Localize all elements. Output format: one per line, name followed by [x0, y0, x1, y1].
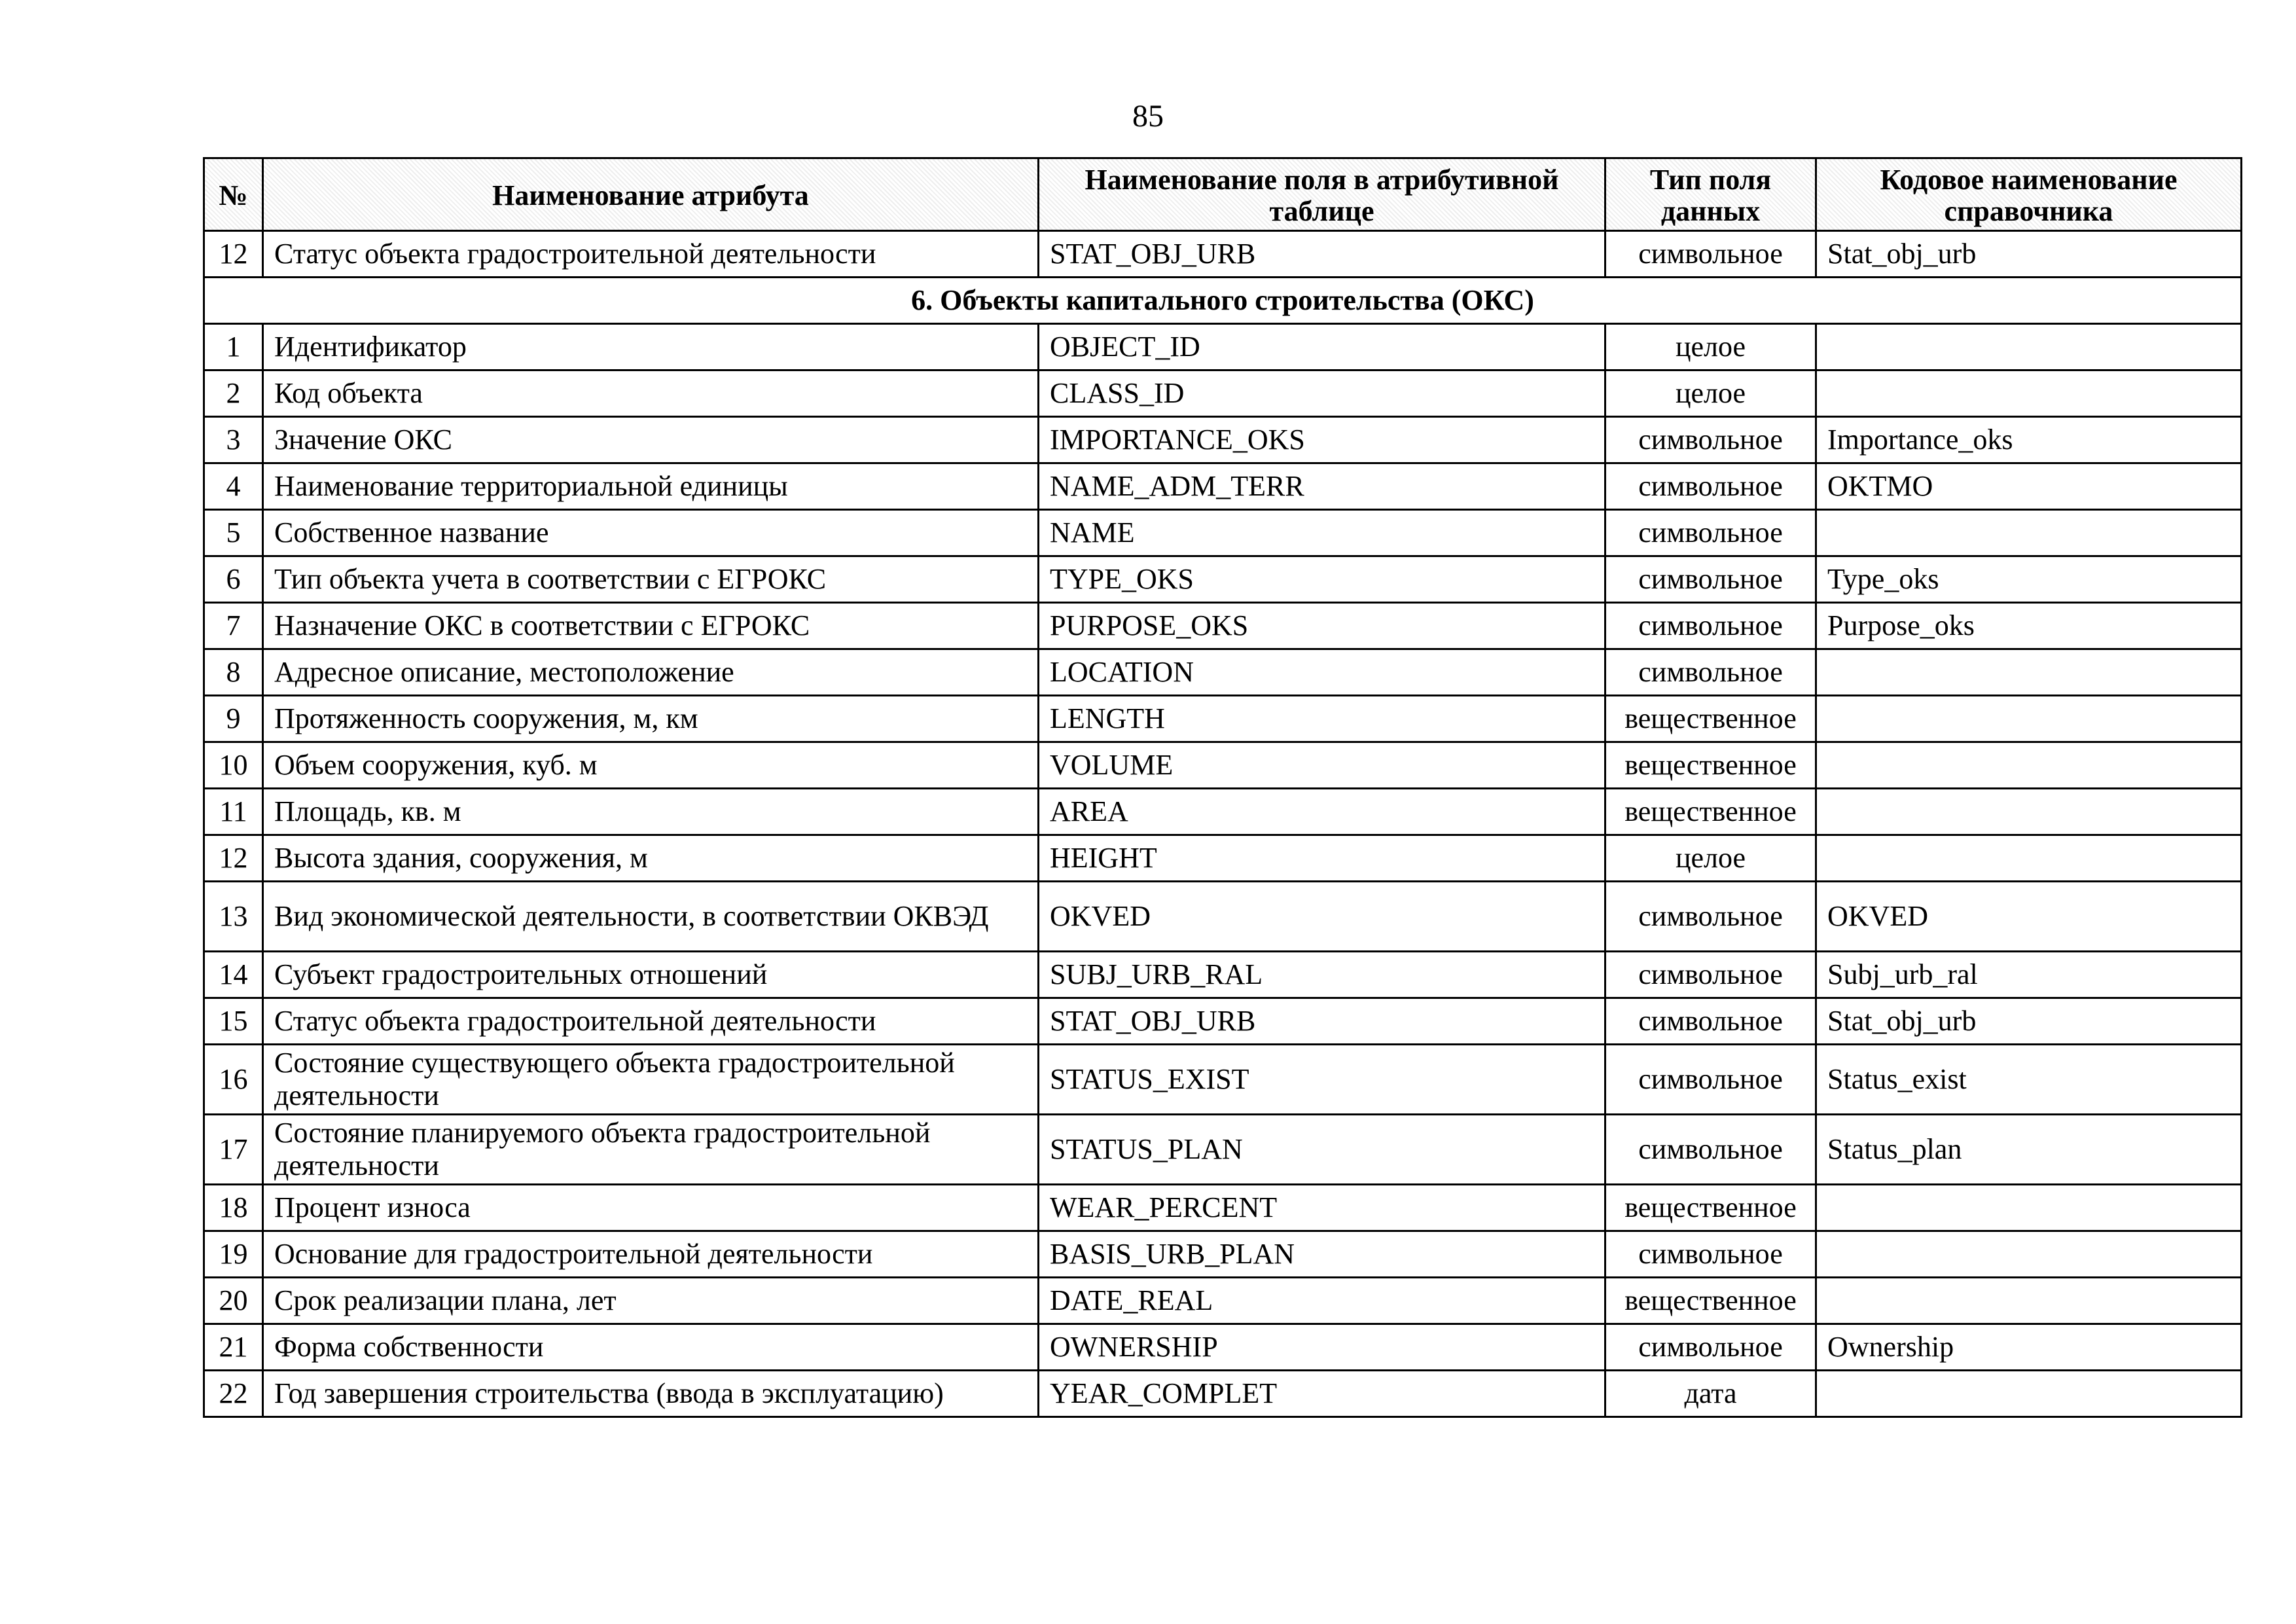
field-type: символьное [1605, 1324, 1816, 1371]
row-number: 8 [204, 649, 263, 696]
row-number: 16 [204, 1045, 263, 1115]
reference-code: Status_plan [1816, 1115, 2242, 1185]
field-type: символьное [1605, 649, 1816, 696]
reference-code [1816, 742, 2242, 789]
row-number: 6 [204, 556, 263, 603]
table-row [204, 463, 2242, 510]
field-type: символьное [1605, 510, 1816, 556]
attribute-name: Собственное название [263, 510, 1039, 556]
field-name: NAME_ADM_TERR [1039, 463, 1605, 510]
section-row [204, 278, 2242, 324]
attribute-name: Протяженность сооружения, м, км [263, 696, 1039, 742]
field-type: вещественное [1605, 1278, 1816, 1324]
table-row [204, 510, 2242, 556]
field-name: OWNERSHIP [1039, 1324, 1605, 1371]
attribute-name: Назначение ОКС в соответствии с ЕГРОКС [263, 603, 1039, 649]
field-type: вещественное [1605, 1185, 1816, 1231]
reference-code: Ownership [1816, 1324, 2242, 1371]
attribute-name: Статус объекта градостроительной деятельности [263, 231, 1039, 278]
table-row [204, 556, 2242, 603]
table-row [204, 1185, 2242, 1231]
table-row [204, 1278, 2242, 1324]
row-number: 20 [204, 1278, 263, 1324]
table-row [204, 649, 2242, 696]
table-row [204, 835, 2242, 882]
field-name: DATE_REAL [1039, 1278, 1605, 1324]
reference-code: OKTMO [1816, 463, 2242, 510]
field-type: целое [1605, 835, 1816, 882]
table-row [204, 603, 2242, 649]
field-type: символьное [1605, 231, 1816, 278]
attribute-name: Идентификатор [263, 324, 1039, 370]
field-type: символьное [1605, 603, 1816, 649]
reference-code [1816, 649, 2242, 696]
reference-code: Stat_obj_urb [1816, 998, 2242, 1045]
reference-code [1816, 324, 2242, 370]
header-field-type: Тип поля данных [1605, 158, 1816, 231]
field-type: целое [1605, 370, 1816, 417]
field-type: символьное [1605, 1231, 1816, 1278]
reference-code: Stat_obj_urb [1816, 231, 2242, 278]
field-type: вещественное [1605, 789, 1816, 835]
table-row [204, 882, 2242, 952]
table-row [204, 370, 2242, 417]
row-number: 7 [204, 603, 263, 649]
table-row [204, 324, 2242, 370]
field-type: символьное [1605, 417, 1816, 463]
field-name: YEAR_COMPLET [1039, 1371, 1605, 1417]
field-name: SUBJ_URB_RAL [1039, 952, 1605, 998]
attribute-name: Тип объекта учета в соответствии с ЕГРОКС [263, 556, 1039, 603]
table-row [204, 1324, 2242, 1371]
header-field-name: Наименование поля в атрибутивной таблице [1039, 158, 1605, 231]
reference-code [1816, 1371, 2242, 1417]
reference-code [1816, 1278, 2242, 1324]
field-name: IMPORTANCE_OKS [1039, 417, 1605, 463]
field-name: BASIS_URB_PLAN [1039, 1231, 1605, 1278]
section-title: 6. Объекты капитального строительства (ОКС) [204, 278, 2242, 324]
reference-code [1816, 835, 2242, 882]
attribute-name: Состояние планируемого объекта градостроительной деятельности [263, 1115, 1039, 1185]
page-number: 85 [1132, 99, 1164, 134]
row-number: 12 [204, 835, 263, 882]
attribute-name: Высота здания, сооружения, м [263, 835, 1039, 882]
row-number: 11 [204, 789, 263, 835]
reference-code [1816, 370, 2242, 417]
field-type: целое [1605, 324, 1816, 370]
table-row [204, 1115, 2242, 1185]
field-name: STATUS_EXIST [1039, 1045, 1605, 1115]
attribute-name: Наименование территориальной единицы [263, 463, 1039, 510]
row-number: 9 [204, 696, 263, 742]
field-name: STAT_OBJ_URB [1039, 231, 1605, 278]
row-number: 18 [204, 1185, 263, 1231]
field-type: вещественное [1605, 696, 1816, 742]
field-name: PURPOSE_OKS [1039, 603, 1605, 649]
attribute-name: Значение ОКС [263, 417, 1039, 463]
attribute-name: Объем сооружения, куб. м [263, 742, 1039, 789]
attribute-name: Форма собственности [263, 1324, 1039, 1371]
row-number: 15 [204, 998, 263, 1045]
row-number: 17 [204, 1115, 263, 1185]
row-number: 2 [204, 370, 263, 417]
reference-code: Type_oks [1816, 556, 2242, 603]
table-row [204, 696, 2242, 742]
field-name: OKVED [1039, 882, 1605, 952]
row-number: 14 [204, 952, 263, 998]
field-name: OBJECT_ID [1039, 324, 1605, 370]
table-row [204, 998, 2242, 1045]
field-name: CLASS_ID [1039, 370, 1605, 417]
row-number: 19 [204, 1231, 263, 1278]
attribute-name: Основание для градостроительной деятельности [263, 1231, 1039, 1278]
field-type: символьное [1605, 1045, 1816, 1115]
field-type: символьное [1605, 882, 1816, 952]
row-number: 13 [204, 882, 263, 952]
reference-code [1816, 510, 2242, 556]
field-type: символьное [1605, 1115, 1816, 1185]
table-row [204, 231, 2242, 278]
reference-code [1816, 1231, 2242, 1278]
field-name: VOLUME [1039, 742, 1605, 789]
attribute-name: Состояние существующего объекта градостроительной деятельности [263, 1045, 1039, 1115]
reference-code [1816, 789, 2242, 835]
attribute-name: Код объекта [263, 370, 1039, 417]
field-name: NAME [1039, 510, 1605, 556]
attribute-name: Адресное описание, местоположение [263, 649, 1039, 696]
row-number: 5 [204, 510, 263, 556]
row-number: 22 [204, 1371, 263, 1417]
field-type: символьное [1605, 952, 1816, 998]
reference-code: OKVED [1816, 882, 2242, 952]
field-name: HEIGHT [1039, 835, 1605, 882]
reference-code: Importance_oks [1816, 417, 2242, 463]
field-name: STATUS_PLAN [1039, 1115, 1605, 1185]
table-row [204, 789, 2242, 835]
attribute-name: Вид экономической деятельности, в соответствии ОКВЭД [263, 882, 1039, 952]
header-number: № [204, 158, 263, 231]
field-name: LOCATION [1039, 649, 1605, 696]
field-type: символьное [1605, 998, 1816, 1045]
row-number: 10 [204, 742, 263, 789]
reference-code: Purpose_oks [1816, 603, 2242, 649]
reference-code: Status_exist [1816, 1045, 2242, 1115]
field-type: символьное [1605, 463, 1816, 510]
table-row [204, 1371, 2242, 1417]
header-row [204, 158, 2242, 231]
table-row [204, 742, 2242, 789]
header-attribute-name: Наименование атрибута [263, 158, 1039, 231]
reference-code: Subj_urb_ral [1816, 952, 2242, 998]
table-row [204, 1231, 2242, 1278]
attribute-name: Процент износа [263, 1185, 1039, 1231]
attribute-name: Срок реализации плана, лет [263, 1278, 1039, 1324]
field-name: TYPE_OKS [1039, 556, 1605, 603]
attribute-name: Статус объекта градостроительной деятельности [263, 998, 1039, 1045]
row-number: 21 [204, 1324, 263, 1371]
field-type: дата [1605, 1371, 1816, 1417]
field-name: WEAR_PERCENT [1039, 1185, 1605, 1231]
reference-code [1816, 696, 2242, 742]
field-name: LENGTH [1039, 696, 1605, 742]
row-number: 12 [204, 231, 263, 278]
header-reference-code: Кодовое наименование справочника [1816, 158, 2242, 231]
table-row [204, 417, 2242, 463]
attribute-name: Год завершения строительства (ввода в эксплуатацию) [263, 1371, 1039, 1417]
field-name: STAT_OBJ_URB [1039, 998, 1605, 1045]
table-row [204, 952, 2242, 998]
row-number: 3 [204, 417, 263, 463]
reference-code [1816, 1185, 2242, 1231]
field-type: вещественное [1605, 742, 1816, 789]
field-type: символьное [1605, 556, 1816, 603]
field-name: AREA [1039, 789, 1605, 835]
attribute-name: Площадь, кв. м [263, 789, 1039, 835]
row-number: 1 [204, 324, 263, 370]
attribute-name: Субъект градостроительных отношений [263, 952, 1039, 998]
row-number: 4 [204, 463, 263, 510]
attribute-table [203, 157, 2242, 1418]
table-row [204, 1045, 2242, 1115]
